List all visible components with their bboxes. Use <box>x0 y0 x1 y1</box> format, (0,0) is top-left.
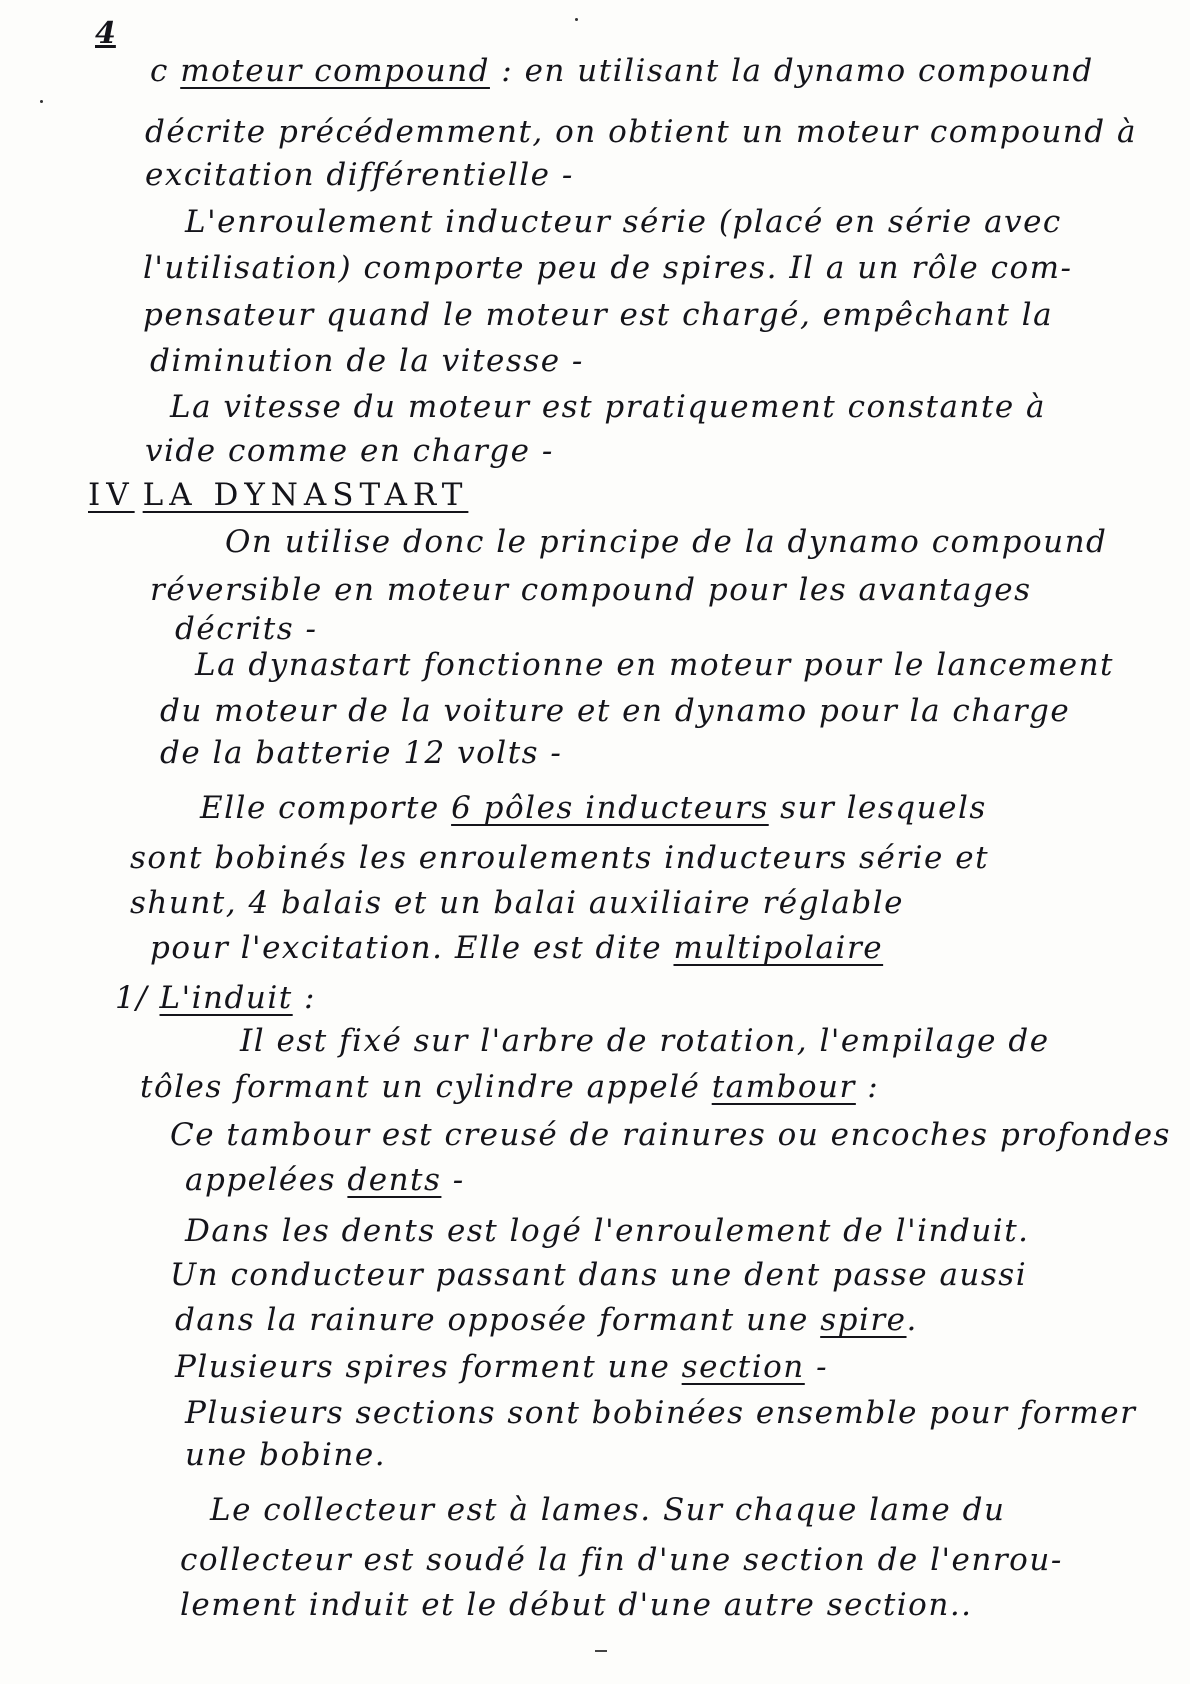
underlined-term: 6 pôles inducteurs <box>451 790 769 826</box>
subheading-title: L'induit <box>159 980 293 1016</box>
text-line: réversible en moteur compound pour les avantages <box>150 572 1032 608</box>
page-number: 4 <box>95 16 116 51</box>
text-line: Ce tambour est creusé de rainures ou encoches profondes <box>170 1117 1171 1153</box>
section-heading <box>88 477 469 513</box>
text-line: Il est fixé sur l'arbre de rotation, l'empilage de <box>240 1023 1050 1059</box>
text-line: collecteur est soudé la fin d'une section de l'enrou- <box>180 1542 1063 1578</box>
subheading: 1/ L'induit : <box>115 980 317 1016</box>
underlined-term: dents <box>347 1162 442 1198</box>
text-line: décrite précédemment, on obtient un moteur compound à <box>145 114 1137 150</box>
text-line: Un conducteur passant dans une dent passe aussi <box>170 1257 1028 1293</box>
text-line: On utilise donc le principe de la dynamo compound <box>225 524 1108 560</box>
text-line: vide comme en charge - <box>145 433 554 469</box>
text-line: décrits - <box>175 611 318 647</box>
text-line: dans la rainure opposée formant une spire. <box>175 1302 918 1338</box>
section-roman-numeral: IV <box>88 477 135 513</box>
text-line: pour l'excitation. Elle est dite multipolaire <box>150 930 884 966</box>
underlined-term: spire <box>820 1302 907 1338</box>
text-line: diminution de la vitesse - <box>150 343 584 379</box>
text-line: une bobine. <box>185 1437 387 1473</box>
scan-speck <box>40 100 43 103</box>
text-line: L'enroulement inducteur série (placé en série avec <box>185 204 1062 240</box>
underlined-term: moteur compound <box>180 53 490 89</box>
text-line: sont bobinés les enroulements inducteurs série et <box>130 840 990 876</box>
scan-mark <box>595 1650 607 1652</box>
underlined-term: section <box>681 1349 805 1385</box>
subheading-number: 1/ <box>115 980 149 1016</box>
text-line: tôles formant un cylindre appelé tambour : <box>140 1069 880 1105</box>
text-line: Plusieurs spires forment une section - <box>175 1349 829 1385</box>
text-line: Le collecteur est à lames. Sur chaque lame du <box>210 1492 1006 1528</box>
text-line: Dans les dents est logé l'enroulement de l'induit. <box>185 1213 1030 1249</box>
text-line: appelées dents - <box>185 1162 465 1198</box>
text-line: pensateur quand le moteur est chargé, empêchant la <box>143 297 1054 333</box>
text-line: La dynastart fonctionne en moteur pour le lancement <box>195 647 1114 683</box>
text-line: de la batterie 12 volts - <box>160 735 563 771</box>
text-line: shunt, 4 balais et un balai auxiliaire réglable <box>130 885 904 921</box>
underlined-term: multipolaire <box>673 930 884 966</box>
section-title: LA DYNASTART <box>142 477 469 513</box>
text-line: lement induit et le début d'une autre section.. <box>180 1587 973 1623</box>
text-line: l'utilisation) comporte peu de spires. Il a un rôle com- <box>143 250 1073 286</box>
text-line: Plusieurs sections sont bobinées ensemble pour former <box>185 1395 1137 1431</box>
text-line: du moteur de la voiture et en dynamo pour la charge <box>160 693 1071 729</box>
scan-speck <box>575 18 578 21</box>
underlined-term: tambour <box>711 1069 856 1105</box>
text-line: Elle comporte 6 pôles inducteurs sur lesquels <box>200 790 987 826</box>
text-line: c moteur compound : en utilisant la dynamo compound <box>150 53 1094 89</box>
text-line: La vitesse du moteur est pratiquement constante à <box>170 389 1047 425</box>
text-line: excitation différentielle - <box>145 157 574 193</box>
